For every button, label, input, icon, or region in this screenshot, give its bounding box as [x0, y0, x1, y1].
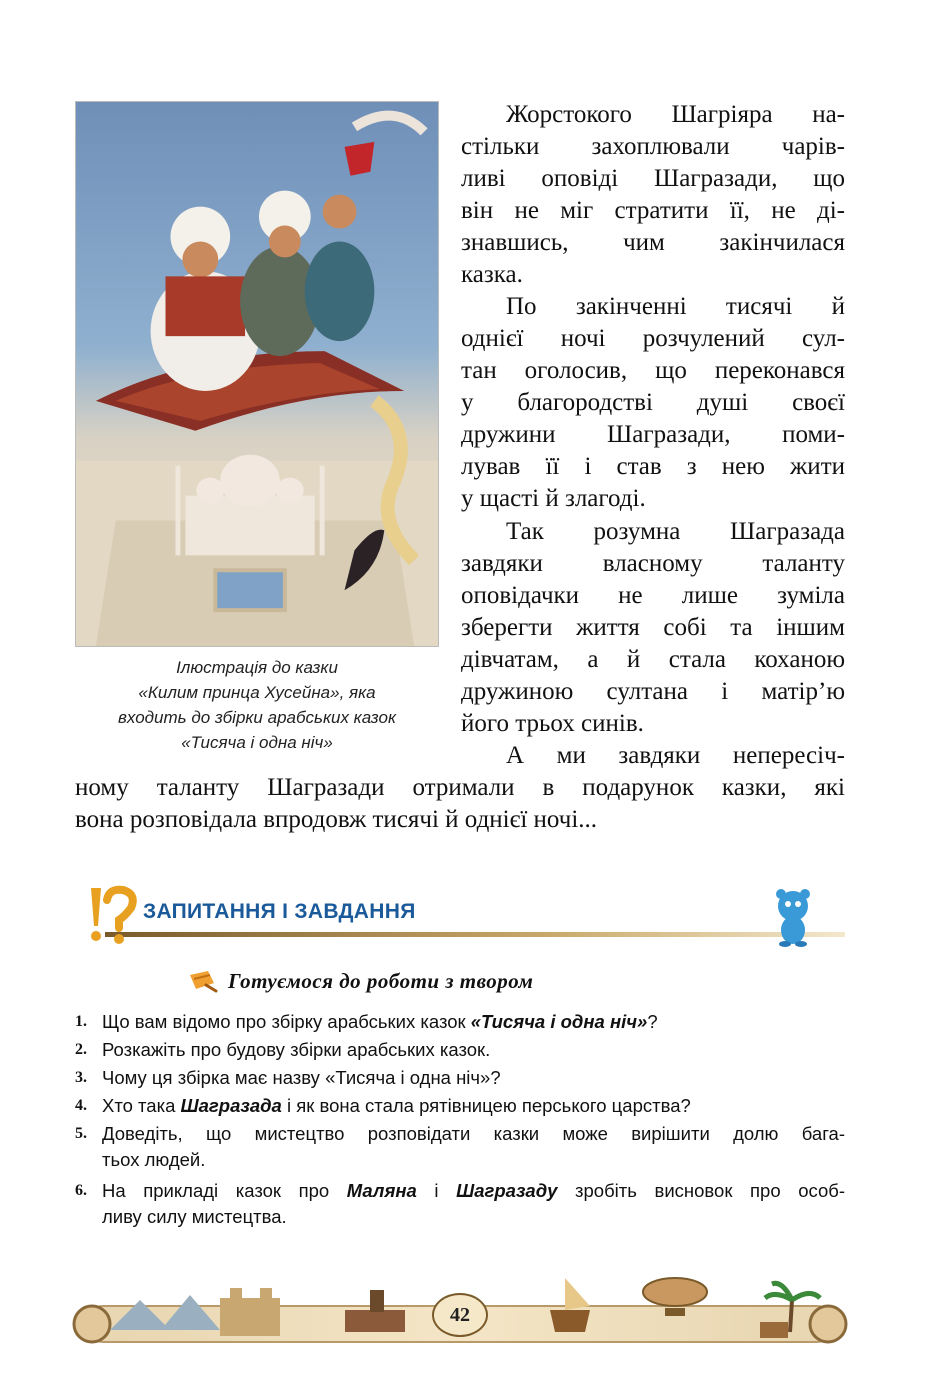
question-text: і як вона стала рятівницею перського царства? [281, 1095, 691, 1116]
question-text: На прикладі казок про [102, 1180, 347, 1201]
question-text: Чому ця збірка має назву «Тисяча і одна ніч»? [102, 1067, 501, 1088]
question-text: ? [647, 1011, 658, 1032]
question-item [75, 1178, 845, 1230]
subsection-heading [188, 966, 533, 996]
question-text: Що вам відомо про збірку арабських казок [102, 1011, 471, 1032]
story-line: зберегти життя собі та іншим [461, 614, 845, 641]
caption-line: «Килим принца Хусейна», яка [138, 683, 376, 702]
story-line: у благородстві душі своєї [461, 389, 845, 416]
question-emphasis: Шагразада [180, 1095, 282, 1116]
story-line: Жорстокого Шагріяра на- [506, 101, 845, 128]
story-line: ливі оповіді Шагразади, що [461, 165, 845, 192]
story-line: знавшись, чим закінчилася [461, 229, 845, 256]
blue-mascot-icon [771, 888, 817, 948]
story-line: стільки захоплювали чарів- [461, 133, 845, 160]
question-text: ливу силу мистецтва. [102, 1206, 287, 1227]
question-emphasis: Шагразаду [456, 1180, 558, 1201]
question-number: 4. [75, 1097, 87, 1114]
story-line: По закінченні тисячі й [506, 293, 845, 320]
illustration-caption [70, 655, 444, 755]
question-number: 6. [75, 1182, 87, 1199]
caption-line: «Тисяча і одна ніч» [181, 733, 333, 752]
story-line: однієї ночі розчулений сул- [461, 325, 845, 352]
question-text: і [416, 1180, 457, 1201]
subsection-title: Готуємося до роботи з твором [228, 968, 534, 993]
question-number: 1. [75, 1013, 87, 1030]
story-line: Так розумна Шагразада [506, 518, 845, 545]
question-text: Доведіть, що мистецтво розповідати казки може вирішити долю бага- [102, 1123, 845, 1144]
story-line: вона розповідала впродовж тисячі й однієї ночі... [75, 806, 598, 833]
story-line: він не міг стратити її, не ді- [461, 197, 845, 224]
question-number: 2. [75, 1041, 87, 1058]
story-line: його трьох синів. [461, 710, 644, 737]
story-line: дружини Шагразади, поми- [461, 421, 845, 448]
question-number: 5. [75, 1125, 87, 1142]
caption-line: входить до збірки арабських казок [118, 708, 396, 727]
question-item [75, 1037, 845, 1063]
exclamation-question-icon [79, 884, 139, 946]
question-number: 3. [75, 1069, 87, 1086]
question-emphasis: Маляна [346, 1180, 417, 1201]
question-item [75, 1121, 845, 1173]
writing-hand-icon [188, 969, 218, 993]
story-line: дружиною султана і матір’ю [461, 678, 845, 705]
page-number: 42 [432, 1293, 488, 1337]
question-item [75, 1093, 845, 1119]
question-text: тьох людей. [102, 1149, 206, 1170]
story-line: завдяки власному таланту [461, 550, 845, 577]
question-emphasis: «Тисяча і одна ніч» [470, 1011, 648, 1032]
question-item [75, 1065, 845, 1091]
story-line: дівчатам, а й стала коханою [461, 646, 845, 673]
story-line: казка. [461, 261, 523, 288]
section-title: ЗАПИТАННЯ І ЗАВДАННЯ [143, 900, 416, 923]
question-text: Розкажіть про будову збірки арабських казок. [102, 1039, 491, 1060]
question-item [75, 1009, 845, 1035]
story-line: тан оголосив, що переконався [461, 357, 845, 384]
story-line: лував її і став з нею жити [461, 453, 845, 480]
question-line [102, 1178, 845, 1204]
story-line: у щасті й злагоді. [461, 485, 646, 512]
story-line: оповідачки не лише зуміла [461, 582, 845, 609]
flying-carpet-illustration [75, 101, 439, 647]
question-text: Хто така [102, 1095, 181, 1116]
caption-line: Ілюстрація до казки [176, 658, 338, 677]
story-line: А ми завдяки непересіч- [506, 742, 845, 769]
story-line: ному таланту Шагразади отримали в подарунок казки, які [75, 774, 845, 801]
question-text: зробіть висновок про особ- [557, 1180, 845, 1201]
section-header [75, 880, 845, 950]
